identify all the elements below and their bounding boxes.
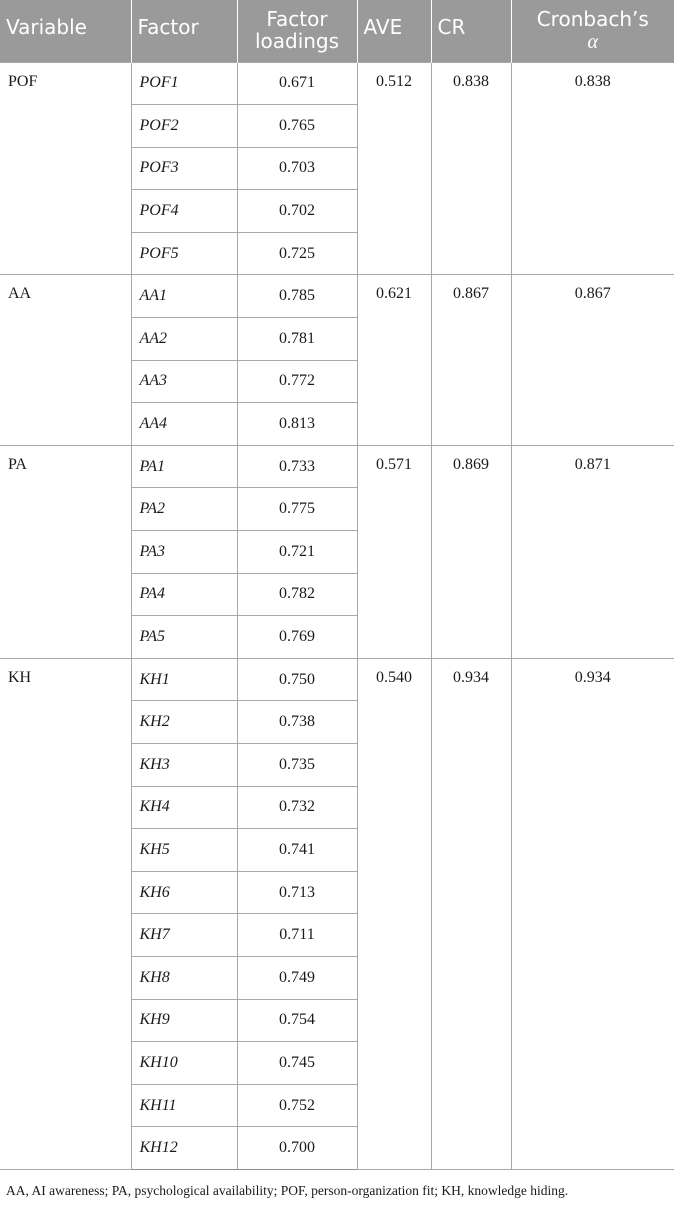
loading-cell: 0.772 [237, 360, 357, 403]
factor-cell: KH6 [131, 871, 237, 914]
alpha-cell: 0.838 [511, 62, 674, 275]
loading-cell: 0.749 [237, 956, 357, 999]
factor-cell: KH4 [131, 786, 237, 829]
loading-cell: 0.732 [237, 786, 357, 829]
variable-cell: PA [0, 445, 131, 658]
factor-cell: POF3 [131, 147, 237, 190]
factor-cell: PA2 [131, 488, 237, 531]
factor-cell: AA1 [131, 275, 237, 318]
factor-cell: KH11 [131, 1084, 237, 1127]
cr-cell: 0.838 [431, 62, 511, 275]
factor-cell: POF4 [131, 190, 237, 233]
factor-cell: POF2 [131, 105, 237, 148]
loading-cell: 0.703 [237, 147, 357, 190]
header-factor-loadings: Factor loadings [237, 0, 357, 62]
table-footnote: AA, AI awareness; PA, psychological availability; POF, person-organization fit; KH, knowledge hiding. [6, 1183, 569, 1198]
alpha-cell: 0.871 [511, 445, 674, 658]
loading-cell: 0.713 [237, 871, 357, 914]
table-header [0, 0, 674, 62]
factor-cell: PA5 [131, 616, 237, 659]
table-body [0, 62, 674, 1170]
header-cr: CR [431, 0, 511, 62]
ave-cell: 0.540 [357, 658, 431, 1169]
factor-cell: PA4 [131, 573, 237, 616]
loading-cell: 0.775 [237, 488, 357, 531]
alpha-cell: 0.934 [511, 658, 674, 1169]
factor-cell: KH5 [131, 829, 237, 872]
table-row [0, 62, 674, 105]
loading-cell: 0.671 [237, 62, 357, 105]
table-row [0, 445, 674, 488]
loading-cell: 0.765 [237, 105, 357, 148]
factor-cell: POF1 [131, 62, 237, 105]
loading-cell: 0.745 [237, 1042, 357, 1085]
loading-cell: 0.782 [237, 573, 357, 616]
factor-cell: KH7 [131, 914, 237, 957]
loading-cell: 0.711 [237, 914, 357, 957]
loading-cell: 0.754 [237, 999, 357, 1042]
loading-cell: 0.700 [237, 1127, 357, 1170]
header-cronbach-alpha: Cronbach’s α [511, 0, 674, 62]
factor-cell: AA4 [131, 403, 237, 446]
factor-cell: KH2 [131, 701, 237, 744]
header-variable: Variable [0, 0, 131, 62]
loading-cell: 0.735 [237, 744, 357, 787]
factor-cell: AA2 [131, 318, 237, 361]
cr-cell: 0.867 [431, 275, 511, 445]
loading-cell: 0.813 [237, 403, 357, 446]
factor-cell: KH9 [131, 999, 237, 1042]
factor-cell: KH12 [131, 1127, 237, 1170]
loading-cell: 0.785 [237, 275, 357, 318]
ave-cell: 0.621 [357, 275, 431, 445]
ave-cell: 0.571 [357, 445, 431, 658]
variable-cell: KH [0, 658, 131, 1169]
loading-cell: 0.781 [237, 318, 357, 361]
variable-cell: AA [0, 275, 131, 445]
factor-cell: PA3 [131, 531, 237, 574]
loading-cell: 0.741 [237, 829, 357, 872]
factor-cell: KH10 [131, 1042, 237, 1085]
loading-cell: 0.750 [237, 658, 357, 701]
factor-cell: KH1 [131, 658, 237, 701]
factor-cell: PA1 [131, 445, 237, 488]
loading-cell: 0.738 [237, 701, 357, 744]
loading-cell: 0.702 [237, 190, 357, 233]
ave-cell: 0.512 [357, 62, 431, 275]
header-ave: AVE [357, 0, 431, 62]
cr-cell: 0.869 [431, 445, 511, 658]
alpha-cell: 0.867 [511, 275, 674, 445]
factor-cell: POF5 [131, 232, 237, 275]
variable-cell: POF [0, 62, 131, 275]
loading-cell: 0.752 [237, 1084, 357, 1127]
loading-cell: 0.721 [237, 531, 357, 574]
cr-cell: 0.934 [431, 658, 511, 1169]
table-row [0, 275, 674, 318]
loading-cell: 0.733 [237, 445, 357, 488]
table-row [0, 658, 674, 701]
factor-cell: KH3 [131, 744, 237, 787]
loading-cell: 0.725 [237, 232, 357, 275]
header-factor: Factor [131, 0, 237, 62]
factor-cell: AA3 [131, 360, 237, 403]
factor-cell: KH8 [131, 956, 237, 999]
loading-cell: 0.769 [237, 616, 357, 659]
